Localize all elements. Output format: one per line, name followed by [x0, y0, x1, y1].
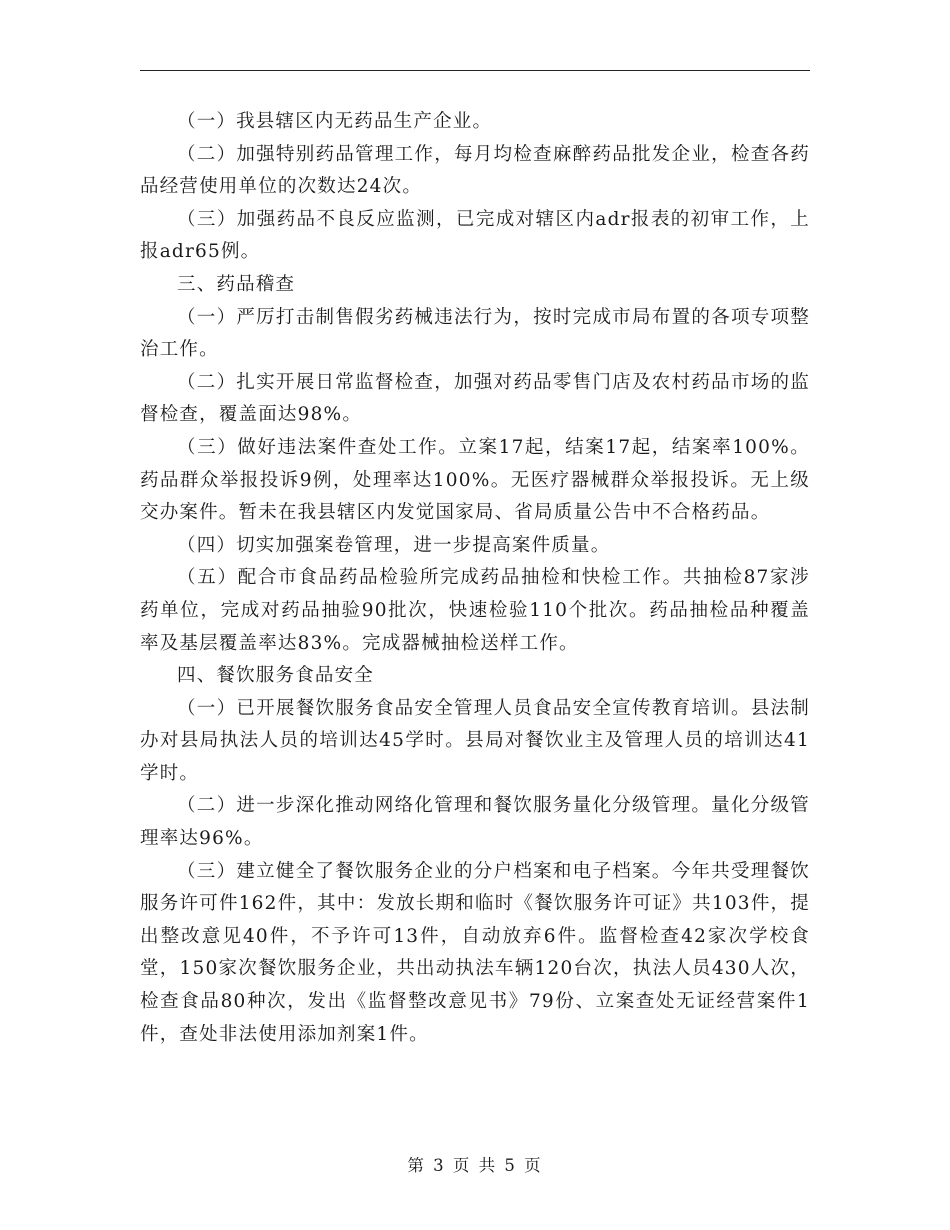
paragraph-2: （二）加强特别药品管理工作，每月均检查麻醉药品批发企业，检查各药品经营使用单位的次数达24次。 — [140, 143, 810, 198]
document-body — [140, 106, 810, 1051]
paragraph-1: （一）我县辖区内无药品生产企业。 — [177, 111, 493, 132]
paragraph-11: （一）已开展餐饮服务食品安全管理人员食品安全宣传教育培训。县法制办对县局执法人员的培训达45学时。县局对餐饮业主及管理人员的培训达41学时。 — [140, 697, 810, 784]
page-number-footer: 第 3 页 共 5 页 — [407, 1156, 543, 1175]
paragraph-8: （四）切实加强案卷管理，进一步提高案件质量。 — [177, 534, 611, 556]
paragraph-5: （一）严厉打击制售假劣药械违法行为，按时完成市局布置的各项专项整治工作。 — [140, 306, 810, 361]
section-heading-catering-food-safety: 四、餐饮服务食品安全 — [177, 665, 375, 687]
header-rule — [140, 70, 810, 71]
paragraph-6: （二）扎实开展日常监督检查，加强对药品零售门店及农村药品市场的监督检查，覆盖面达98%。 — [140, 371, 810, 426]
section-heading-drug-inspection: 三、药品稽查 — [177, 273, 296, 295]
paragraph-7: （三）做好违法案件查处工作。立案17起，结案17起，结案率100%。药品群众举报投诉9例，处理率达100%。无医疗器械群众举报投诉。无上级交办案件。暂未在我县辖区内发觉国家局、省局质量公告中不合格药品。 — [140, 436, 810, 524]
paragraph-3: （三）加强药品不良反应监测，已完成对辖区内adr报表的初审工作，上报adr65例。 — [140, 208, 810, 263]
paragraph-13: （三）建立健全了餐饮服务企业的分户档案和电子档案。今年共受理餐饮服务许可件162件，其中：发放长期和临时《餐饮服务许可证》共103件，提出整改意见40件，不予许可13件，自动放弃6件。监督检查42家次学校食堂，150家次餐饮服务企业，共出动执法车辆120台次，执法人员430人次，检查食品80种次，发出《监督整改意见书》79份、立案查处无证经营案件1件，查处非法使用添加剂案1件。 — [140, 860, 810, 1045]
paragraph-9: （五）配合市食品药品检验所完成药品抽检和快检工作。共抽检87家涉药单位，完成对药品抽验90批次，快速检验110个批次。药品抽检品种覆盖率及基层覆盖率达83%。完成器械抽检送样工作。 — [140, 567, 810, 654]
paragraph-12: （二）进一步深化推动网络化管理和餐饮服务量化分级管理。量化分级管理率达96%。 — [140, 795, 810, 850]
